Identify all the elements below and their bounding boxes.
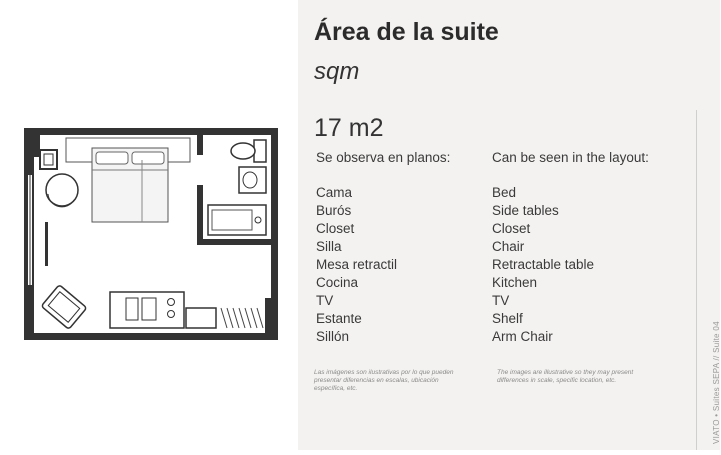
toilet-tank: [254, 140, 266, 162]
outer-wall-right: [271, 128, 278, 340]
list-item: Closet: [316, 221, 355, 236]
vertical-label: VIATO • Suites SEPA // Suite 04: [712, 321, 721, 444]
english-list: [492, 150, 649, 346]
page-subtitle: sqm: [314, 58, 360, 85]
spanish-header: Se observa en planos:: [316, 150, 451, 165]
info-panel: [298, 0, 720, 450]
list-item: Burós: [316, 203, 352, 218]
list-item: Shelf: [492, 311, 523, 326]
arm-chair: [41, 285, 87, 330]
list-item: TV: [492, 293, 510, 308]
list-item: Mesa retractil: [316, 257, 398, 272]
retractable-table: [45, 222, 48, 266]
english-header: Can be seen in the layout:: [492, 150, 649, 165]
list-item: Estante: [316, 311, 362, 326]
shelf: [221, 308, 263, 328]
closet-wall: [265, 298, 271, 333]
list-item: Kitchen: [492, 275, 538, 290]
bath-wall-left: [197, 135, 203, 155]
list-item: Chair: [492, 239, 525, 254]
list-item: TV: [316, 293, 334, 308]
floor-plan-panel: [0, 0, 298, 450]
list-item: Cocina: [316, 275, 359, 290]
disclaimer-es: Las imágenes son ilustrativas por lo que pueden presentar diferencias en escalas, ubicación específica, etc.: [314, 369, 454, 392]
list-item: Closet: [492, 221, 531, 236]
outer-wall-top: [24, 128, 278, 135]
bath-wall-bottom: [197, 239, 278, 245]
area-value: 17 m2: [314, 114, 384, 142]
list-item: Sillón: [316, 329, 350, 344]
list-item: Silla: [316, 239, 342, 254]
disclaimer-en: The images are illustrative so they may present differences in scale, specific location, etc.: [497, 369, 634, 384]
page-title: Área de la suite: [314, 18, 499, 46]
list-item: Cama: [316, 185, 353, 200]
floor-plan: [0, 0, 298, 450]
divider: [696, 110, 697, 450]
list-item: Arm Chair: [492, 329, 553, 344]
list-item: Retractable table: [492, 257, 595, 272]
outer-wall-bottom: [24, 333, 278, 340]
tv: [186, 308, 216, 328]
spanish-list: [316, 150, 450, 346]
list-item: Bed: [492, 185, 517, 200]
toilet: [231, 143, 255, 159]
list-item: Side tables: [492, 203, 559, 218]
